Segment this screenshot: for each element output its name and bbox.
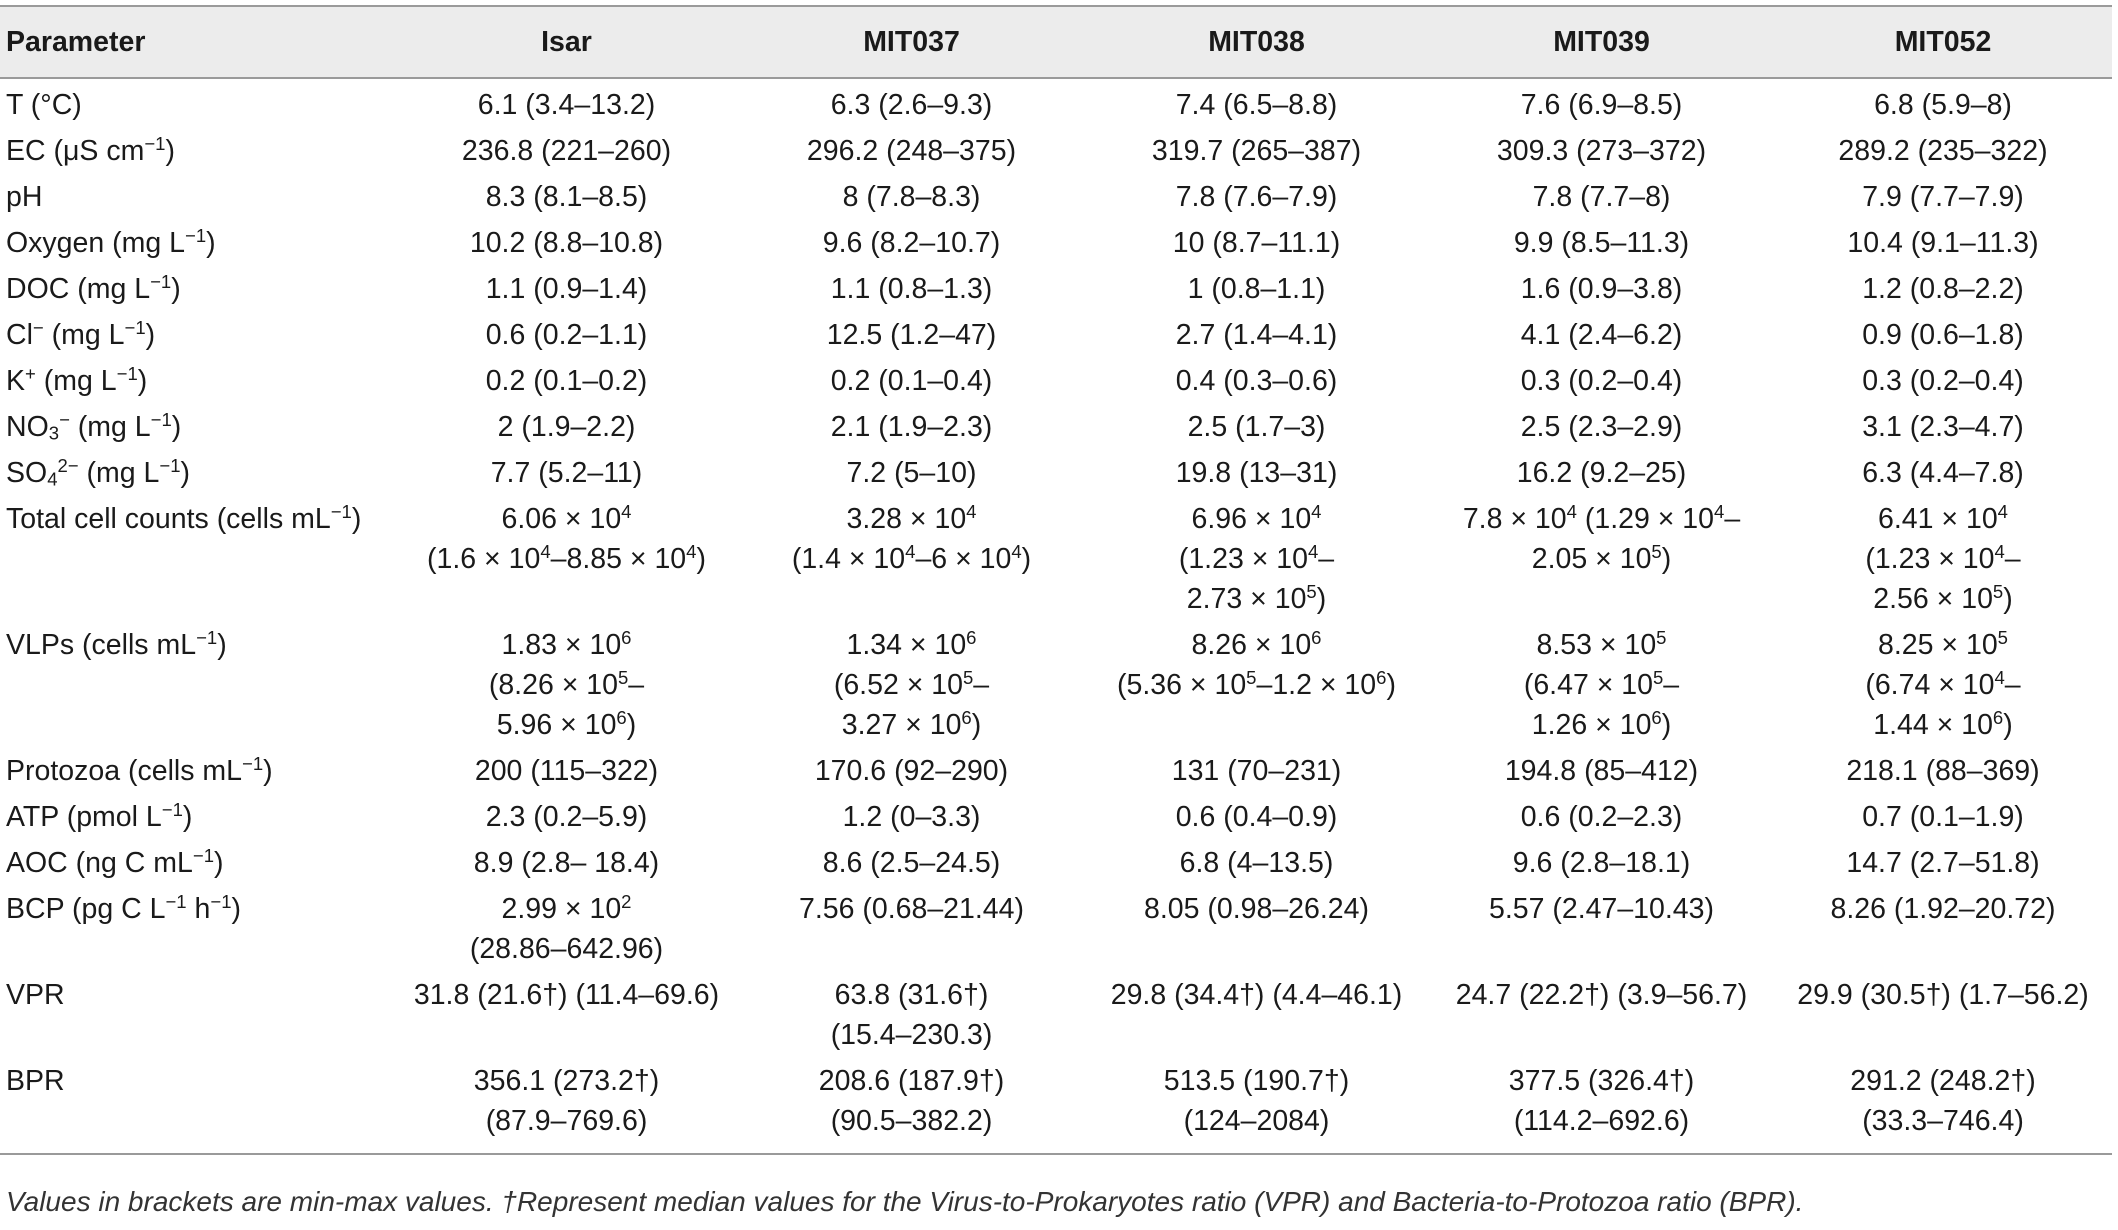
value-cell: 7.6 (6.9–8.5) [1520, 89, 1683, 121]
value-cell: $3.28 \times 10^4$ $(1.4 \times 10^4-6 \times 10^4)$ [791, 500, 1032, 575]
parameter-cell: K+ (mg $L^{-1}$) [6, 362, 148, 397]
value-cell: 0.6 (0.4–0.9) [1175, 801, 1338, 833]
value-cell: 7.8 (7.6–7.9) [1175, 181, 1338, 213]
value-cell: 7.2 (5–10) [846, 457, 977, 489]
table-row [0, 125, 2112, 171]
header-mit037: MIT037 [863, 26, 960, 58]
value-cell: 319.7 (265–387) [1151, 135, 1362, 167]
value-cell: 29.8 (34.4†) (4.4–46.1) [1110, 979, 1403, 1011]
value-cell: 296.2 (248–375) [806, 135, 1017, 167]
parameter-cell: T (°C) [6, 89, 82, 121]
parameter-cell: DOC (mg $L^{-1}$) [6, 270, 181, 305]
value-cell: $6.41 \times 10^4$ ($1.23 \times 10^4-$ $2.56 \times 10^5$) [1865, 500, 2021, 615]
header-parameter: Parameter [6, 26, 146, 58]
value-cell: $8.53 \times 10^5$ ($6.47 \times 10^5-$ $1.26 \times 10^6$) [1523, 626, 1680, 741]
value-cell: 2 (1.9–2.2) [497, 411, 636, 443]
parameter-cell: EC (μS $cm^{-1}$) [6, 132, 175, 167]
value-cell: 8.26 (1.92–20.72) [1830, 893, 2056, 925]
table-row [0, 791, 2112, 837]
value-cell: 19.8 (13–31) [1175, 457, 1338, 489]
value-cell: 1.1 (0.9–1.4) [485, 273, 648, 305]
value-cell: 1.2 (0–3.3) [842, 801, 981, 833]
table-header-row [0, 6, 2112, 78]
value-cell: 0.7 (0.1–1.9) [1862, 801, 2024, 833]
value-cell: 131 (70–231) [1171, 755, 1342, 787]
value-cell: 7.4 (6.5–8.8) [1175, 89, 1338, 121]
value-cell: 8.05 (0.98–26.24) [1143, 893, 1369, 925]
value-cell: 2.1 (1.9–2.3) [830, 411, 993, 443]
value-cell: 9.6 (8.2–10.7) [822, 227, 1001, 259]
table-row [0, 619, 2112, 745]
value-cell: 6.3 (4.4–7.8) [1862, 457, 2024, 489]
value-cell: 170.6 (92–290) [814, 755, 1009, 787]
table-row [0, 447, 2112, 493]
table-body [0, 78, 2112, 1154]
value-cell: 29.9 (30.5†) (1.7–56.2) [1797, 979, 2089, 1011]
parameter-cell: Protozoa (cells $mL^{-1}$) [6, 752, 273, 787]
value-cell: $8.26 \times 10^6$ $(5.36 \times 10^5-1.2 \times 10^6)$ [1117, 626, 1396, 701]
value-cell: 0.6 (0.2–2.3) [1520, 801, 1683, 833]
value-cell: 9.9 (8.5–11.3) [1513, 227, 1690, 259]
parameter-cell: $NO_3^-$ (mg $L^{-1}$) [6, 408, 182, 444]
table-row [0, 401, 2112, 447]
table-row [0, 1055, 2112, 1154]
parameter-cell: BCP (pg C $L^{-1}$ $h^{-1}$) [6, 890, 241, 925]
value-cell: 5.57 (2.47–10.43) [1488, 893, 1714, 925]
value-cell: 2.5 (1.7–3) [1187, 411, 1326, 443]
header-mit052: MIT052 [1894, 26, 1992, 58]
value-cell: 1.6 (0.9–3.8) [1520, 273, 1683, 305]
value-cell: 16.2 (9.2–25) [1516, 457, 1687, 489]
value-cell: 218.1 (88–369) [1846, 755, 2040, 787]
parameter-cell: Cl− (mg $L^{-1}$) [6, 316, 156, 351]
value-cell: 10 (8.7–11.1) [1172, 227, 1341, 259]
value-cell: $1.34 \times 10^6$ ($6.52 \times 10^5-$ $3.27 \times 10^6$) [833, 626, 990, 741]
value-cell: 6.8 (5.9–8) [1874, 89, 2012, 121]
table-row [0, 309, 2112, 355]
value-cell: 0.4 (0.3–0.6) [1175, 365, 1338, 397]
header-isar: Isar [541, 26, 592, 58]
value-cell: 291.2 (248.2†) (33.3–746.4) [1850, 1065, 2036, 1137]
value-cell: 0.3 (0.2–0.4) [1862, 365, 2024, 397]
value-cell: 14.7 (2.7–51.8) [1846, 847, 2040, 879]
value-cell: 63.8 (31.6†) (15.4–230.3) [830, 979, 993, 1051]
value-cell: 377.5 (326.4†) (114.2–692.6) [1508, 1065, 1695, 1137]
table-row [0, 493, 2112, 619]
table-row [0, 969, 2112, 1055]
data-table [0, 5, 2112, 1155]
table-row [0, 78, 2112, 125]
value-cell: 2.7 (1.4–4.1) [1175, 319, 1338, 351]
value-cell: $1.83 \times 10^6$ ($8.26 \times 10^5-$ $5.96 \times 10^6$) [488, 626, 645, 741]
value-cell: 7.9 (7.7–7.9) [1862, 181, 2024, 213]
table-row [0, 217, 2112, 263]
value-cell: 0.2 (0.1–0.2) [485, 365, 648, 397]
value-cell: $8.25 \times 10^5$ ($6.74 \times 10^4-$ $1.44 \times 10^6$) [1865, 626, 2021, 741]
value-cell: 1.1 (0.8–1.3) [830, 273, 993, 305]
table-row [0, 355, 2112, 401]
value-cell: 31.8 (21.6†) (11.4–69.6) [413, 979, 720, 1011]
value-cell: 200 (115–322) [474, 755, 659, 787]
value-cell: 8 (7.8–8.3) [842, 181, 981, 213]
value-cell: 0.6 (0.2–1.1) [485, 319, 648, 351]
value-cell: 2.5 (2.3–2.9) [1520, 411, 1683, 443]
parameter-cell: Oxygen (mg $L^{-1}$) [6, 224, 216, 259]
value-cell: 194.8 (85–412) [1504, 755, 1699, 787]
value-cell: 236.8 (221–260) [461, 135, 672, 167]
value-cell: 3.1 (2.3–4.7) [1862, 411, 2024, 443]
value-cell: 356.1 (273.2†) (87.9–769.6) [473, 1065, 660, 1137]
value-cell: $6.06 \times 10^4$ $(1.6 \times 10^4-8.85 \times 10^4)$ [427, 500, 706, 575]
parameter-cell: $SO_4^{2-}$ (mg $L^{-1}$) [6, 454, 191, 490]
table-row [0, 745, 2112, 791]
parameter-cell: BPR [6, 1065, 65, 1097]
value-cell: 4.1 (2.4–6.2) [1520, 319, 1683, 351]
parameter-cell: AOC (ng C $mL^{-1}$) [6, 844, 224, 879]
value-cell: 24.7 (22.2†) (3.9–56.7) [1455, 979, 1748, 1011]
table-footnote: Values in brackets are min-max values. †Represent median values for the Virus-to-Prokaryotes ratio (VPR) and Bacteria-to-Protozoa ratio (BPR). [6, 1186, 1804, 1217]
value-cell: 8.3 (8.1–8.5) [485, 181, 648, 213]
value-cell: 513.5 (190.7†) (124–2084) [1163, 1065, 1350, 1137]
value-cell: 1.2 (0.8–2.2) [1862, 273, 2024, 305]
value-cell: 0.2 (0.1–0.4) [830, 365, 993, 397]
value-cell: 10.4 (9.1–11.3) [1847, 227, 2039, 259]
value-cell: 6.1 (3.4–13.2) [477, 89, 656, 121]
value-cell: 7.7 (5.2–11) [490, 457, 643, 489]
value-cell: 12.5 (1.2–47) [826, 319, 997, 351]
value-cell: 309.3 (273–372) [1496, 135, 1707, 167]
table-row [0, 837, 2112, 883]
value-cell: 7.8 (7.7–8) [1532, 181, 1671, 213]
value-cell: 7.56 (0.68–21.44) [798, 893, 1024, 925]
value-cell: $7.8 \times 10^4$ ($1.29 \times 10^4-$ $2.05 \times 10^5$) [1462, 500, 1741, 575]
value-cell: 9.6 (2.8–18.1) [1512, 847, 1691, 879]
parameter-cell: VPR [6, 979, 65, 1011]
value-cell: 10.2 (8.8–10.8) [469, 227, 664, 259]
value-cell: 0.9 (0.6–1.8) [1862, 319, 2024, 351]
value-cell: 8.6 (2.5–24.5) [822, 847, 1001, 879]
parameter-cell: pH [6, 181, 43, 213]
table-row [0, 171, 2112, 217]
value-cell: 0.3 (0.2–0.4) [1520, 365, 1683, 397]
value-cell: 289.2 (235–322) [1838, 135, 2048, 167]
header-mit039: MIT039 [1553, 26, 1650, 58]
parameter-cell: VLPs (cells $mL^{-1}$) [6, 626, 227, 661]
value-cell: $6.96 \times 10^4$ ($1.23 \times 10^4-$ $2.73 \times 10^5$) [1178, 500, 1335, 615]
value-cell: $2.99 \times 10^2$ (28.86–642.96) [469, 890, 664, 965]
parameter-cell: Total cell counts (cells $mL^{-1}$) [6, 500, 362, 535]
header-mit038: MIT038 [1208, 26, 1305, 58]
table-row [0, 883, 2112, 969]
table-row [0, 263, 2112, 309]
parameter-cell: ATP (pmol $L^{-1}$) [6, 798, 193, 833]
value-cell: 2.3 (0.2–5.9) [485, 801, 648, 833]
value-cell: 1 (0.8–1.1) [1187, 273, 1326, 305]
value-cell: 6.8 (4–13.5) [1179, 847, 1334, 879]
value-cell: 208.6 (187.9†) (90.5–382.2) [818, 1065, 1005, 1137]
value-cell: 8.9 (2.8– 18.4) [473, 847, 660, 879]
value-cell: 6.3 (2.6–9.3) [830, 89, 993, 121]
